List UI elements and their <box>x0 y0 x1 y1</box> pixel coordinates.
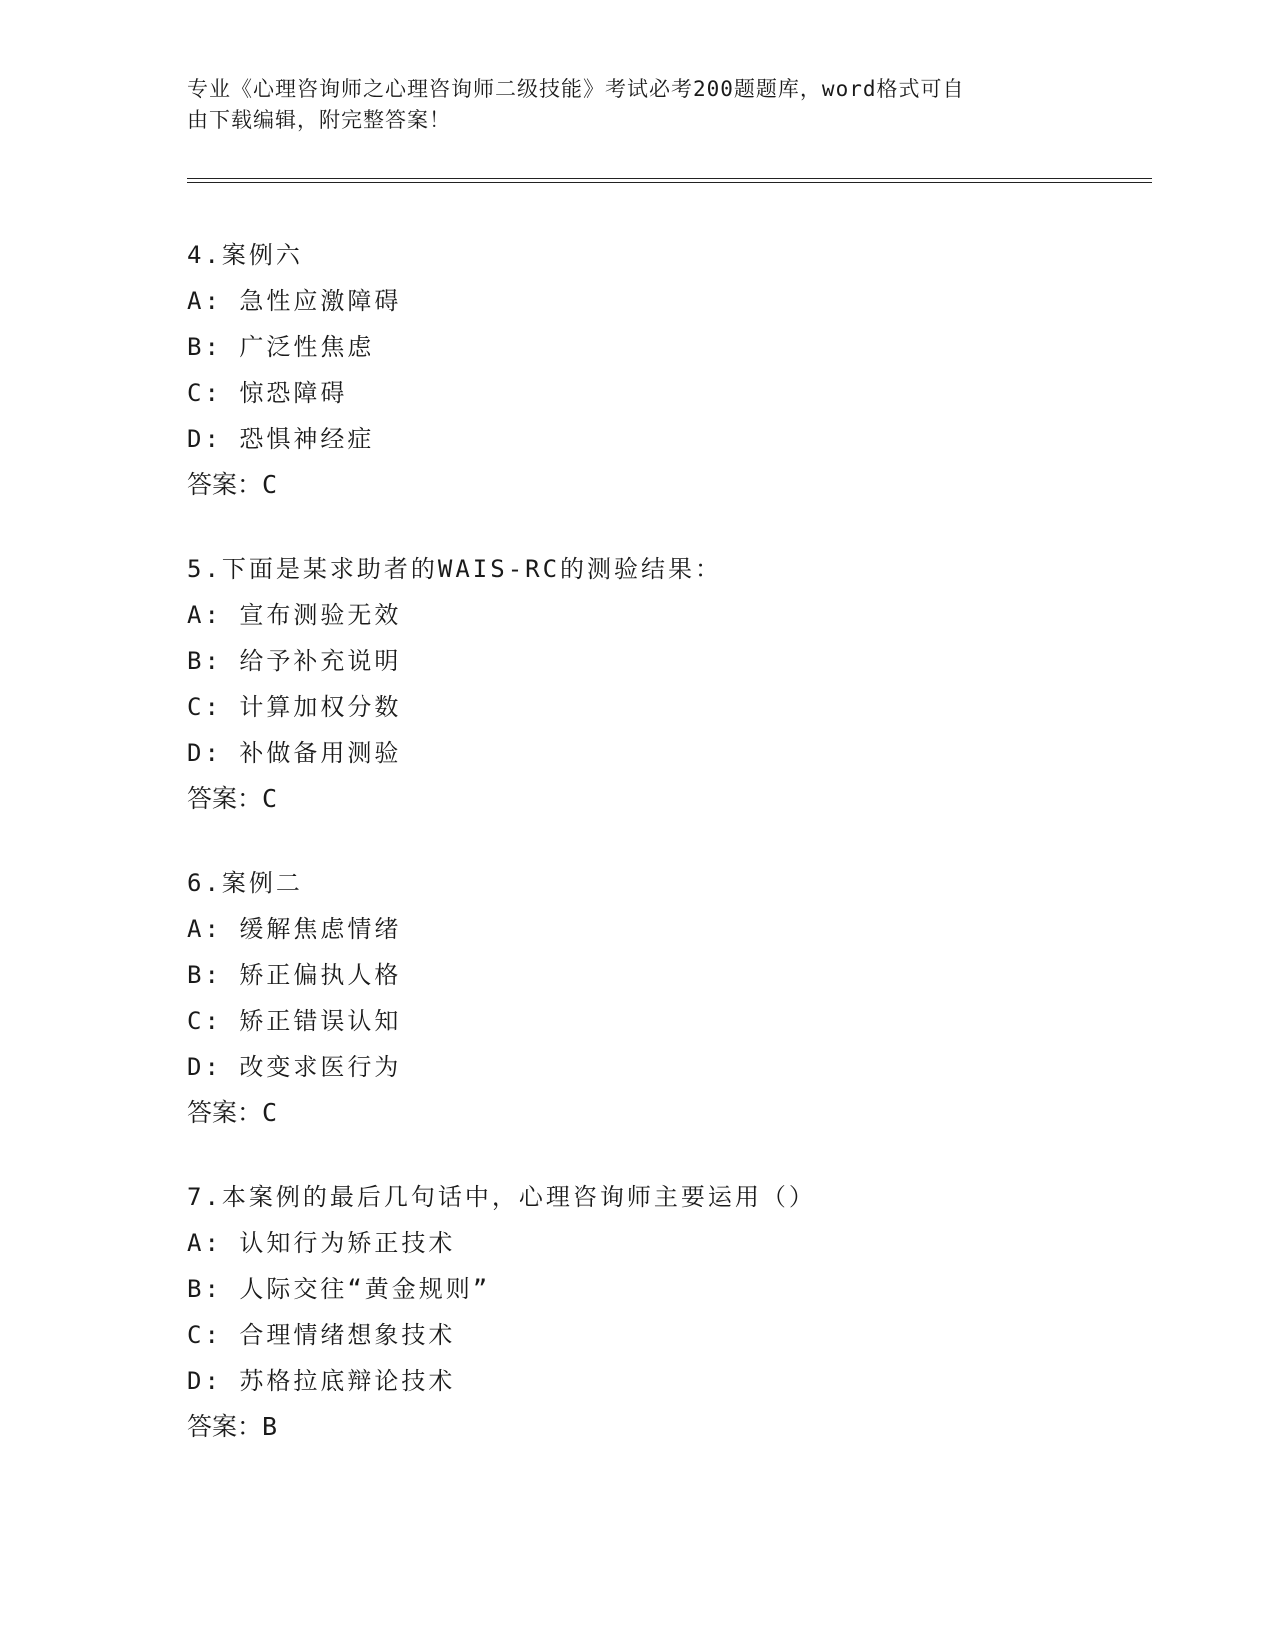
option-a: A: 缓解焦虑情绪 <box>187 915 402 943</box>
option-a: A: 急性应激障碍 <box>187 287 402 315</box>
question-stem: 7.本案例的最后几句话中，心理咨询师主要运用（） <box>187 1183 816 1211</box>
option-d: D: 苏格拉底辩论技术 <box>187 1367 456 1395</box>
answer-line <box>187 776 1127 822</box>
option-c: C: 合理情绪想象技术 <box>187 1321 456 1349</box>
answer-label: 答案： <box>187 470 263 499</box>
answer-label: 答案： <box>187 1412 263 1441</box>
option-b: B: 给予补充说明 <box>187 647 402 675</box>
question-5 <box>187 546 1127 822</box>
option-c: C: 计算加权分数 <box>187 693 402 721</box>
answer-label: 答案： <box>187 1098 263 1127</box>
header-divider-bottom <box>187 182 1152 183</box>
question-stem: 5.下面是某求助者的WAIS-RC的测验结果： <box>187 555 723 583</box>
option-d: D: 改变求医行为 <box>187 1053 402 1081</box>
answer-line <box>187 1090 1127 1136</box>
header-line-2: 由下载编辑，附完整答案！ <box>187 108 451 132</box>
answer-line <box>187 462 1127 508</box>
question-7 <box>187 1174 1127 1450</box>
option-a: A: 认知行为矫正技术 <box>187 1229 456 1257</box>
option-d: D: 补做备用测验 <box>187 739 402 767</box>
document-header <box>187 74 1087 136</box>
question-stem: 6.案例二 <box>187 869 303 897</box>
answer-value: B <box>262 1412 278 1441</box>
option-a: A: 宣布测验无效 <box>187 601 402 629</box>
header-divider-top <box>187 178 1152 179</box>
option-c: C: 惊恐障碍 <box>187 379 348 407</box>
answer-value: C <box>262 470 278 499</box>
question-stem: 4.案例六 <box>187 241 303 269</box>
answer-value: C <box>262 1098 278 1127</box>
question-list <box>187 232 1127 1488</box>
option-d: D: 恐惧神经症 <box>187 425 375 453</box>
answer-value: C <box>262 784 278 813</box>
answer-label: 答案： <box>187 784 263 813</box>
option-b: B: 矫正偏执人格 <box>187 961 402 989</box>
question-4 <box>187 232 1127 508</box>
option-c: C: 矫正错误认知 <box>187 1007 402 1035</box>
option-b: B: 人际交往“黄金规则” <box>187 1275 491 1303</box>
question-6 <box>187 860 1127 1136</box>
header-line-1: 专业《心理咨询师之心理咨询师二级技能》考试必考200题题库，word格式可自 <box>187 77 965 101</box>
option-b: B: 广泛性焦虑 <box>187 333 375 361</box>
answer-line <box>187 1404 1127 1450</box>
